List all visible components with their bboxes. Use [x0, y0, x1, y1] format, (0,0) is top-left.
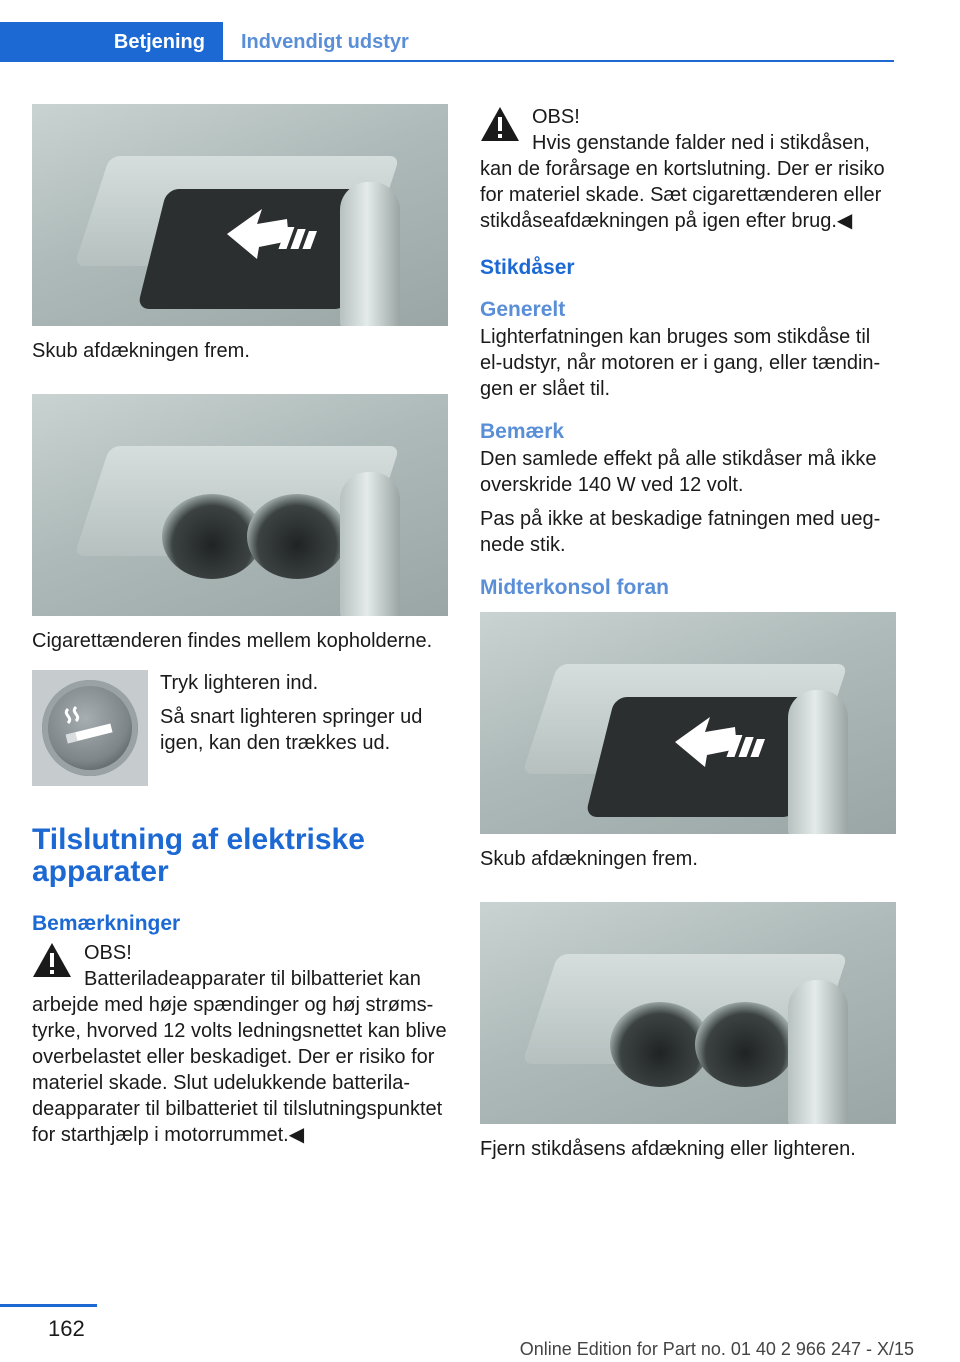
caption-front-cover: Skub afdækningen frem.	[480, 848, 698, 870]
warning-text: Batteriladeapparater til bilbatteriet kan arbejde med høje spændinger og høj strømstyrke, hvorved 12 volts ledningsnettet kan blive overbelastet eller beskadiget. Der er risiko for materiel skade. Slut udelukkende batteriladeapparater til bilbatteriet til tilslutningspunktet for starthjælp i motorrummet.◀	[32, 968, 447, 1146]
cigarette-icon	[60, 703, 120, 753]
section-heading: Tilslutning af elektriske apparater	[32, 823, 365, 888]
push-arrow-icon	[227, 209, 327, 269]
general-text: Lighterfatningen kan bruges som stikdåse til el-udstyr, når motoren er i gang, eller tændingen er slået til.	[480, 326, 881, 400]
left-column	[32, 104, 448, 1148]
warning-battery-charger	[32, 940, 448, 1148]
console-cover-photo	[32, 104, 448, 326]
right-column	[480, 104, 896, 1162]
subheading-note: Bemærk	[480, 420, 565, 443]
caption-cover: Skub afdækningen frem.	[32, 340, 250, 362]
socket-photo	[480, 902, 896, 1124]
warning-triangle-icon	[480, 106, 520, 142]
page-number: 162	[48, 1316, 85, 1341]
lighter-step-1: Tryk lighteren ind.	[160, 672, 319, 694]
warning-triangle-icon	[32, 942, 72, 978]
warning-socket	[480, 104, 896, 234]
note-text-1: Den samlede effekt på alle stikdåser må ikke overskride 140 W ved 12 volt.	[480, 448, 877, 496]
online-edition-note: Online Edition for Part no. 01 40 2 966 247 - X/15	[519, 1339, 914, 1359]
subheading-notes: Bemærkninger	[32, 912, 181, 935]
warning-label: OBS!	[532, 106, 580, 128]
push-arrow-icon	[675, 717, 775, 777]
subsection-tab: Indvendigt udstyr	[241, 30, 409, 53]
caption-remove-cover: Fjern stikdåsens afdækning eller lighteren.	[480, 1138, 856, 1160]
note-text-2: Pas på ikke at beskadige fatningen med uegnede stik.	[480, 508, 881, 556]
page-header	[0, 0, 960, 64]
heading-sockets: Stikdåser	[480, 256, 575, 279]
warning-label: OBS!	[84, 942, 132, 964]
warning-text: Hvis genstande falder ned i stikdåsen, kan de forårsage en kortslutning. Der er risiko for materiel skade. Sæt cigarettænderen eller stikdåseafdækningen på igen efter brug.◀	[480, 132, 885, 232]
caption-cupholders: Cigarettænderen findes mellem kopholderne.	[32, 630, 433, 652]
lighter-instruction	[32, 670, 448, 786]
cupholder-photo	[32, 394, 448, 616]
lighter-photo	[32, 670, 148, 786]
front-console-cover-photo	[480, 612, 896, 834]
subheading-general: Generelt	[480, 298, 566, 321]
footer-rule	[0, 1304, 97, 1307]
section-tab: Betjening	[0, 22, 223, 62]
lighter-step-2: Så snart lighteren springer ud igen, kan den trækkes ud.	[160, 706, 423, 754]
subheading-center-console: Midterkonsol foran	[480, 576, 670, 599]
header-rule	[223, 60, 894, 62]
